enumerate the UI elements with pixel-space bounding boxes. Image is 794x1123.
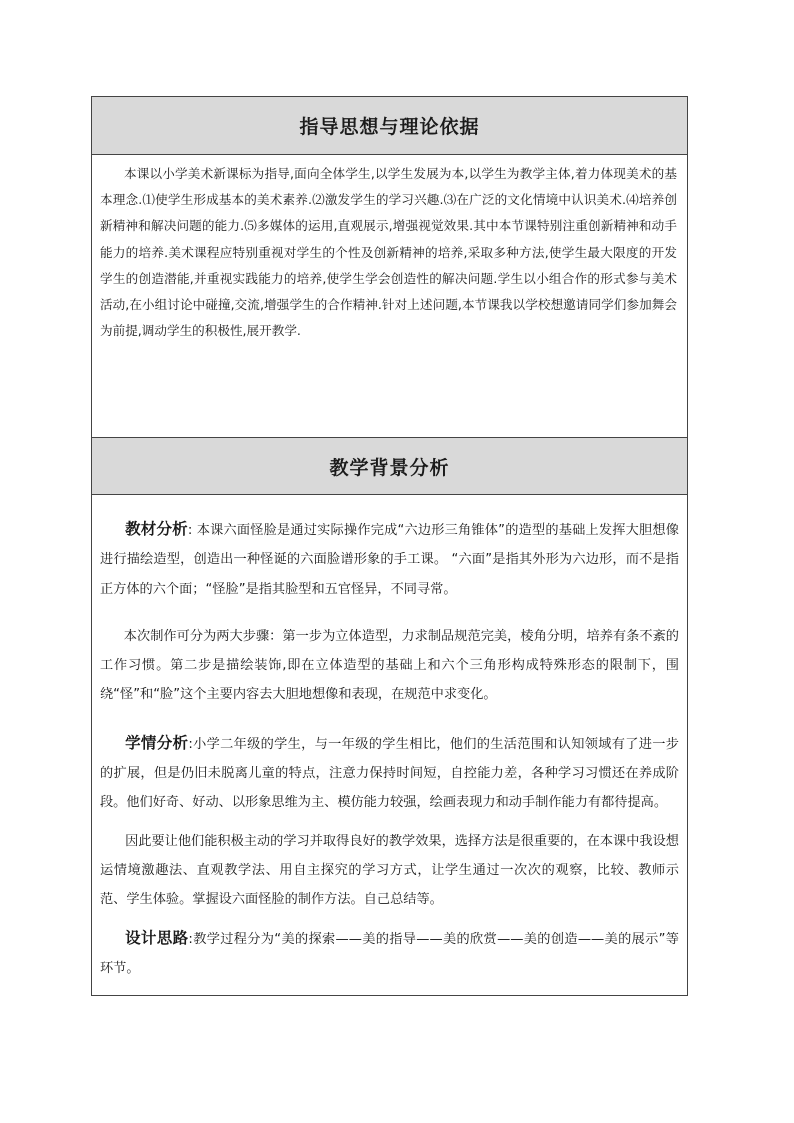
material-analysis-text: 本课六面怪脸是通过实际操作完成“六边形三角锥体”的造型的基础上发挥大胆想像进行描绘造型，创造出一种怪诞的六面脸谱形象的手工课。 “六面”是指其外形为六边形，而不是指正方体的六个面；“怪脸”是指其脸型和五官怪异，不同寻常。	[100, 523, 679, 597]
student-analysis-label: 学情分析	[125, 732, 189, 752]
guiding-ideas-paragraph: 本课以小学美术新课标为指导,面向全体学生,以学生发展为本,以学生为教学主体,着力体现美术的基本理念.⑴使学生形成基本的美术素养.⑵激发学生的学习兴趣.⑶在广泛的文化情境中认识美术.⑷培养创新精神和解决问题的能力.⑸多媒体的运用,直观展示,增强视觉效果.其中本节课特别注重创新精神和动手能力的培养.美术课程应特别重视对学生的个性及创新精神的培养,采取多种方法,使学生最大限度的开发学生的创造潜能,并重视实践能力的培养,使学生学会创造性的解决问题.学生以小组合作的形式参与美术活动,在小组讨论中碰撞,交流,增强学生的合作精神.针对上述问题,本节课我以学校想邀请同学们参加舞会为前提,调动学生的积极性,展开教学.	[100, 166, 677, 339]
document-table	[91, 96, 688, 996]
material-analysis-paragraph	[100, 514, 679, 604]
student-analysis-paragraph	[100, 728, 679, 818]
section-title-guiding-ideas: 指导思想与理论依据	[92, 97, 687, 155]
design-idea-text: 教学过程分为“美的探索——美的指导——美的欣赏——美的创造——美的展示”等环节。	[100, 931, 679, 976]
student-analysis-text: 小学二年级的学生，与一年级的学生相比，他们的生活范围和认知领域有了进一步的扩展，但是仍旧未脱离儿童的特点，注意力保持时间短，自控能力差，各种学习习惯还在养成阶段。他们好奇、好动、以形象思维为主、模仿能力较强，绘画表现力和动手制作能力有都待提高。	[100, 736, 679, 811]
steps-paragraph: 本次制作可分为两大步骤：第一步为立体造型，力求制品规范完美，棱角分明，培养有条不紊的工作习惯。第二步是描绘装饰,即在立体造型的基础上和六个三角形构成特殊形态的限制下，围绕“怪”和“脸”这个主要内容去大胆地想像和表现，在规范中求变化。	[100, 628, 679, 703]
section-title-background-analysis: 教学背景分析	[92, 437, 687, 495]
material-analysis-label: 教材分析	[125, 519, 188, 538]
design-idea-label: 设计思路	[125, 927, 189, 947]
background-analysis-body	[92, 495, 687, 995]
material-analysis-colon: :	[187, 523, 193, 538]
teaching-method-paragraph: 因此要让他们能积极主动的学习并取得良好的教学效果，选择方法是很重要的，在本课中我设想运情境激趣法、直观教学法、用自主探究的学习方式，让学生通过一次次的观察，比较、教师示范、学生体验。掌握设六面怪脸的制作方法。自己总结等。	[100, 833, 679, 908]
design-idea-colon: :	[188, 931, 193, 947]
guiding-ideas-body	[92, 155, 687, 437]
design-idea-paragraph	[100, 923, 679, 984]
student-analysis-colon: :	[188, 736, 193, 752]
